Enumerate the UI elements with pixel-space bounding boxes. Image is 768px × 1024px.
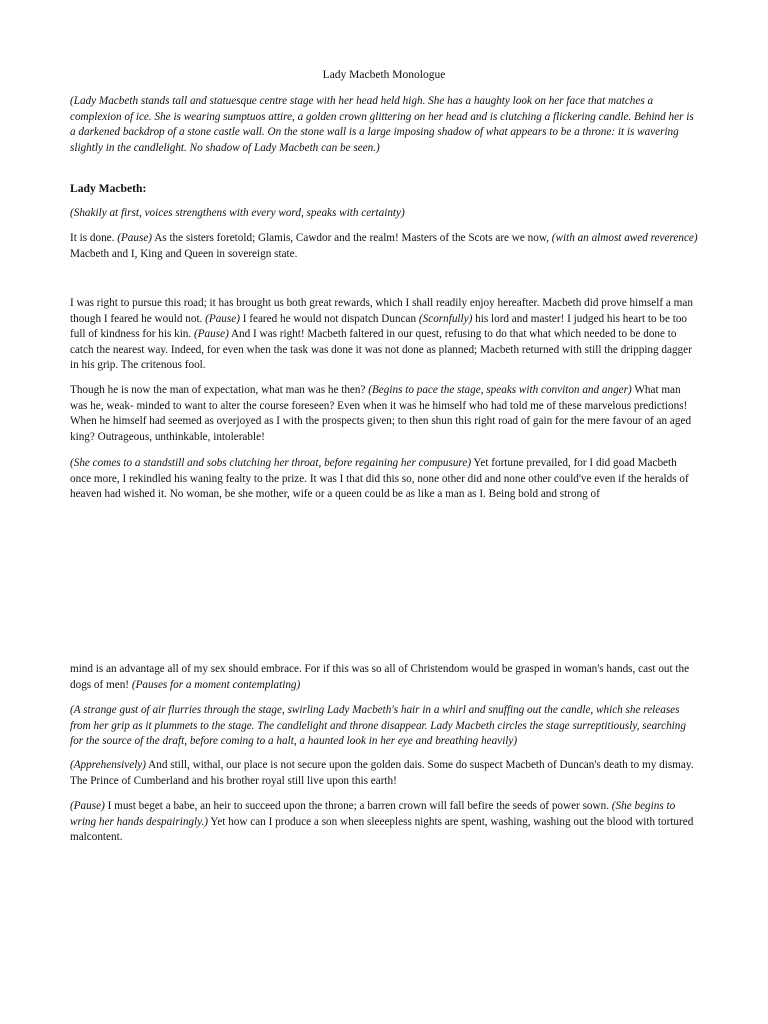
paragraph-5: mind is an advantage all of my sex should embrace. For if this was so all of Christendom would be grasped in woman's hands, cast out the dogs of men! (Pauses for a moment contemplating) (70, 663, 690, 691)
speaker-heading: Lady Macbeth: (70, 182, 147, 195)
paragraph-1: It is done. (Pause) As the sisters foretold; Glamis, Cawdor and the realm! Masters of the Scots are we now, (with an almost awed reverence) Macbeth and I, King and Queen in sovereign state. (70, 232, 698, 260)
paragraph-4: (She comes to a standstill and sobs clutching her throat, before regaining her compusure) Yet fortune prevailed, for I did goad Macbeth once more, I rekindled his waning fealty to the prize. It was I that did this so, none other did and none other could've even if the heralds of heaven had wished it. No woman, be she mother, wife or a queen could be as like a man as I. Being bold and strong of (70, 457, 689, 501)
paragraph-2: I was right to pursue this road; it has brought us both great rewards, which I shall readily enjoy hereafter. Macbeth did prove himself a man though I feared he would not. (Pause) I feared he would not dispatch Duncan (Scornfully) his lord and master! I judged his heart to be too full of kindness for his kin. (Pause) And I was right! Macbeth faltered in our quest, refusing to do that what which needed to be done to catch the nearest way. Indeed, for even when the task was done it was not done as planned; Macbeth returned with still the dripping dagger in his grip. The critenous fool. (70, 297, 693, 372)
page-title: Lady Macbeth Monologue (322, 69, 446, 81)
paragraph-8: (Pause) I must beget a babe, an heir to succeed upon the throne; a barren crown will fall befire the seeds of power sown. (She begins to wring her hands despairingly.) Yet how can I produce a son when sleeepless nights are spent, washing, washing out the blood with tortured malcontent. (70, 800, 694, 844)
stage-direction-2: (A strange gust of air flurries through the stage, swirling Lady Macbeth's hair in a whirl and snuffing out the candle, which she releases from her grip as it plummets to the stage. The candlelight and throne disappear. Lady Macbeth circles the stage surreptitiously, searching for the source of the draft, before coming to a halt, a haunted look in her eye and breathing heavily) (70, 704, 686, 748)
stage-direction-1: (Shakily at first, voices strengthens with every word, speaks with certainty) (70, 207, 405, 219)
paragraph-3: Though he is now the man of expectation, what man was he then? (Begins to pace the stage, speaks with conviton and anger) What man was he, weak- minded to want to alter the course foreseen? Even when it was he himself who had told me of these marvelous predictions! When he himself had seemed as overjoyed as I with the prospects given; to then shun this right road of gain for the mere favour of an aged king? Outrageous, unthinkable, intolerable! (70, 384, 692, 443)
stage-direction-intro: (Lady Macbeth stands tall and statuesque centre stage with her head held high. She has a haughty look on her face that matches a complexion of ice. She is wearing sumptuos attire, a golden crown glittering on her head and is clutching a flickering candle. Behind her is a darkened backdrop of a stone castle wall. On the stone wall is a large imposing shadow of what appears to be a throne: it is wavering slightly in the candlelight. No shadow of Lady Macbeth can be seen.) (70, 95, 694, 154)
paragraph-7: (Apprehensively) And still, withal, our place is not secure upon the golden dais. Some do suspect Macbeth of Duncan's death to my dismay. The Prince of Cumberland and his brother royal still live upon this earth! (70, 759, 694, 787)
